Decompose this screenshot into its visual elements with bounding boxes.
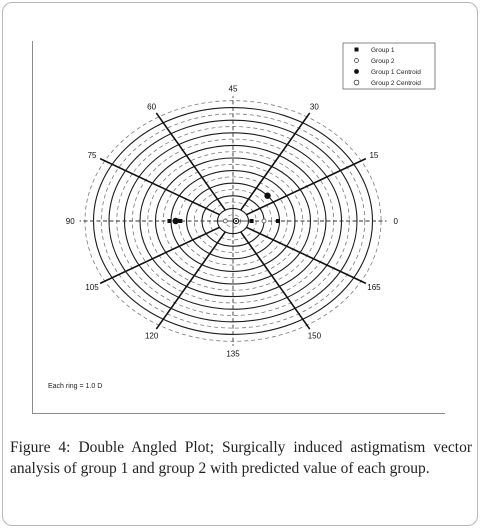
angle-label-135: 135	[226, 349, 240, 359]
angle-label-30: 30	[309, 102, 319, 112]
angle-label-45: 45	[228, 84, 238, 94]
angle-label-0: 0	[393, 217, 398, 226]
group-2-centroid-point-dot	[235, 220, 237, 222]
group-1-point	[178, 219, 182, 223]
angle-label-120: 120	[144, 331, 159, 341]
legend-label-group-2: Group 2	[371, 58, 395, 65]
legend-label-group-2-centroid: Group 2 Centroid	[371, 80, 421, 87]
group-2-point	[262, 219, 266, 223]
legend-label-group-1: Group 1	[371, 47, 395, 54]
legend-label-group-1-centroid: Group 1 Centroid	[371, 69, 421, 76]
chart-legend	[343, 43, 435, 89]
caption-lead: Figure 4:	[10, 439, 71, 456]
group-1-point	[250, 219, 254, 223]
spoke-15	[246, 159, 365, 215]
group-1-centroid-point	[172, 218, 178, 224]
group-1-point	[276, 219, 280, 223]
angle-label-105: 105	[85, 283, 99, 293]
group-2-point	[223, 219, 227, 223]
angle-labels-layer	[66, 85, 399, 359]
angle-label-90: 90	[65, 217, 75, 226]
angle-label-60: 60	[147, 102, 157, 112]
figure-caption	[10, 437, 472, 479]
angle-label-165: 165	[367, 283, 381, 293]
angle-label-75: 75	[87, 150, 97, 160]
angle-label-15: 15	[369, 150, 379, 160]
group-1-point	[167, 219, 171, 223]
legend-marker-group-1	[355, 48, 359, 52]
angle-label-150: 150	[307, 331, 322, 341]
spoke-30	[241, 113, 310, 210]
caption-text: Double Angled Plot; Surgically induced astigmatism vector analysis of group 1 and group 2 with predicted value of each group.	[10, 439, 472, 477]
legend-marker-group-1-centroid	[354, 69, 359, 74]
group-1-centroid-point	[264, 193, 270, 199]
ring-scale-note: Each ring = 1.0 D	[48, 383, 103, 390]
